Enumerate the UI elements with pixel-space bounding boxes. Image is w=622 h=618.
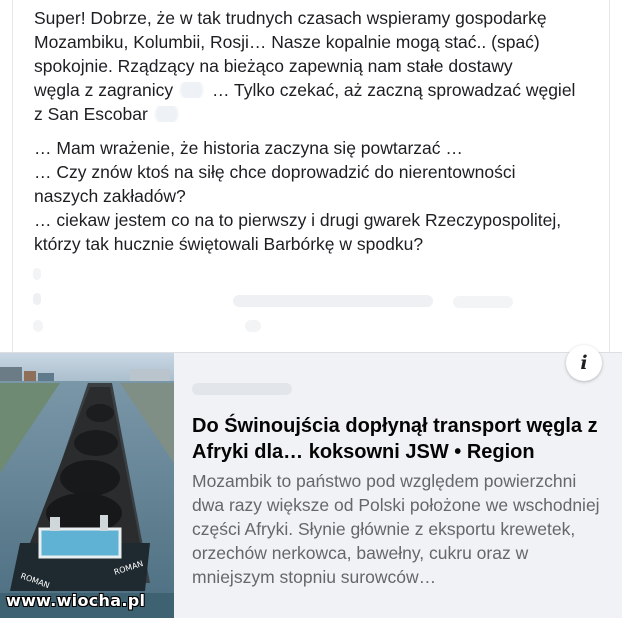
post-line: naszych zakładów? [34,186,186,206]
redacted-source [192,383,292,395]
post-line: z San Escobar [34,104,148,124]
post-card [12,0,610,352]
post-line: … ciekaw jestem co na to pierwszy i drugi gwarek Rzeczypospolitej, [34,210,562,230]
post-line: węgla z zagranicy [34,80,174,100]
post-line: … Tylko czekać, aż zaczną sprowadzać węgiel [211,80,576,100]
redacted-text [33,293,41,305]
image-label: ROMAN [112,559,145,577]
post-line: Mozambiku, Kolumbii, Rosji… Nasze kopalnie mogą stać.. (spać) [34,32,540,52]
info-button[interactable] [566,345,602,381]
watermark: www.wiocha.pl [6,591,146,610]
post-paragraph-1 [34,6,594,126]
post-line: Super! Dobrze, że w tak trudnych czasach wspieramy gospodarkę [34,8,547,28]
post-line: spokojnie. Rządzący na bieżąco zapewnią nam stałe dostawy [34,56,513,76]
post-paragraph-2 [34,136,594,256]
redacted-text [453,296,513,308]
preview-image[interactable] [0,353,174,618]
barge-photo [0,353,174,618]
redacted-text [33,268,41,280]
image-label: ROMAN [19,571,51,591]
emoji-icon [153,106,187,122]
preview-title[interactable]: Do Świnoujścia dopłynął transport węgla z Afryki dla… koksowni JSW • Region [192,415,598,463]
post-line: którzy tak hucznie świętowali Barbórkę w spodku? [34,234,424,254]
post-line: … Mam wrażenie, że historia zaczyna się powtarzać … [34,138,463,158]
preview-body[interactable] [192,383,607,589]
emoji-icon [178,82,212,98]
link-preview[interactable] [0,352,622,618]
redacted-text [233,295,433,307]
redacted-text [33,320,43,332]
info-icon: i [580,352,588,374]
post-text [34,6,594,256]
redacted-text [245,320,261,332]
post-line: … Czy znów ktoś na siłę chce doprowadzić do nierentowności [34,162,516,182]
preview-description: Mozambik to państwo pod względem powierzchni dwa razy większe od Polski położone we wschodniej części Afryki. Słynie głównie z eksportu krewetek, orzechów nerkowca, bawełny, cukru oraz w mniejszym stopniu surowców… [192,471,600,587]
